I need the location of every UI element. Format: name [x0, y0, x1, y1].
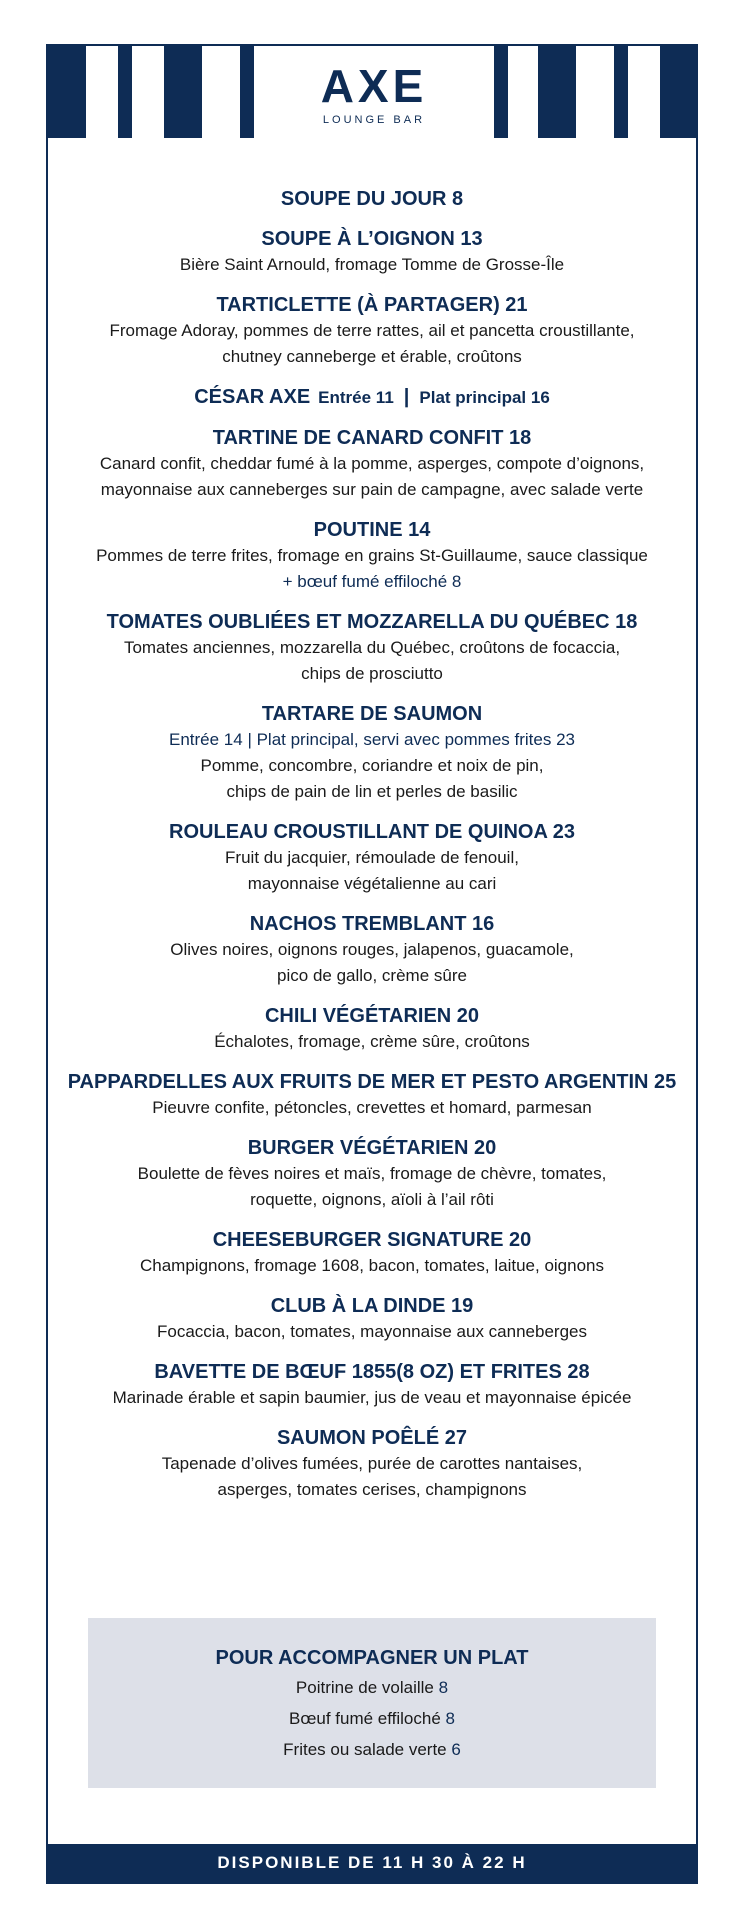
sides-box [88, 1618, 656, 1788]
menu-item [48, 1293, 696, 1345]
menu-item [48, 292, 696, 370]
menu-item [48, 517, 696, 595]
menu-item [48, 226, 696, 278]
menu-item-description: mayonnaise aux canneberges sur pain de campagne, avec salade verte [100, 480, 644, 499]
menu-item-title [48, 1293, 696, 1319]
menu-item-description: Tapenade d’olives fumées, purée de carottes nantaises, [161, 1454, 583, 1473]
menu-item [48, 609, 696, 687]
stripe [240, 46, 254, 138]
menu-item-description: Boulette de fèves noires et maïs, fromage de chèvre, tomates, [137, 1164, 607, 1183]
menu-item-description: Pommes de terre frites, fromage en grains St-Guillaume, sauce classique [96, 546, 648, 565]
menu-item-title [48, 1069, 696, 1095]
side-label: Frites ou salade verte [283, 1740, 447, 1759]
stripe [660, 46, 698, 138]
stripe [494, 46, 508, 138]
menu-item-title [48, 1227, 696, 1253]
menu-item-accent: + bœuf fumé effiloché 8 [282, 572, 462, 591]
menu-item-description: Pieuvre confite, pétoncles, crevettes et homard, parmesan [152, 1098, 592, 1117]
menu-item-title-text: BAVETTE DE BŒUF 1855(8 OZ) ET FRITES 28 [154, 1361, 590, 1383]
side-price: 8 [445, 1709, 456, 1728]
stripe [614, 46, 628, 138]
menu-item-title [48, 425, 696, 451]
menu-item-title-text: SOUPE DU JOUR 8 [280, 188, 464, 210]
menu-item-description: mayonnaise végétalienne au cari [247, 874, 497, 893]
menu-item-description: Olives noires, oignons rouges, jalapenos, guacamole, [170, 940, 574, 959]
menu-item-title-text: SOUPE À L’OIGNON 13 [261, 228, 483, 250]
stripe [118, 46, 132, 138]
menu-item-description: Champignons, fromage 1608, bacon, tomates, laitue, oignons [139, 1256, 604, 1275]
menu-item-title [48, 911, 696, 937]
side-label: Bœuf fumé effiloché [288, 1709, 441, 1728]
menu-item-description: pico de gallo, crème sûre [277, 966, 467, 985]
menu-item-description: Canard confit, cheddar fumé à la pomme, asperges, compote d’oignons, [99, 454, 645, 473]
menu-item-accent: Entrée 14 | Plat principal, servi avec pommes frites 23 [169, 730, 575, 749]
price-separator: | [403, 386, 410, 408]
menu-item-title [48, 384, 696, 411]
logo-subtitle: LOUNGE BAR [322, 114, 426, 126]
menu-item-title [48, 609, 696, 635]
menu-item-title-text: TOMATES OUBLIÉES ET MOZZARELLA DU QUÉBEC 18 [106, 611, 638, 633]
menu-item-title-text: CHILI VÉGÉTARIEN 20 [264, 1005, 480, 1027]
menu-item-description: chips de prosciutto [301, 664, 443, 683]
menu-item-title-text: PAPPARDELLES AUX FRUITS DE MER ET PESTO ARGENTIN 25 [67, 1071, 677, 1093]
menu-item [48, 1227, 696, 1279]
menu-item-title-text: NACHOS TREMBLANT 16 [249, 913, 495, 935]
menu-item-title [48, 517, 696, 543]
menu-item-description: Tomates anciennes, mozzarella du Québec, croûtons de focaccia, [123, 638, 621, 657]
menu-item [48, 425, 696, 503]
menu-item [48, 1069, 696, 1121]
menu-item-title [48, 226, 696, 252]
menu-item-title [48, 292, 696, 318]
menu-item [48, 1135, 696, 1213]
menu-item-title [48, 1425, 696, 1451]
menu-item [48, 1359, 696, 1411]
price-option: Plat principal 16 [419, 388, 550, 407]
side-line [88, 1703, 656, 1734]
logo [274, 46, 474, 146]
menu-item-title-text: TARTARE DE SAUMON [261, 703, 483, 725]
menu-item-title-text: CHEESEBURGER SIGNATURE 20 [212, 1229, 532, 1251]
availability-footer: DISPONIBLE DE 11 H 30 À 22 H [48, 1844, 696, 1882]
menu-item-title-text: ROULEAU CROUSTILLANT DE QUINOA 23 [169, 821, 575, 843]
menu-item-title [48, 819, 696, 845]
side-price: 6 [451, 1740, 461, 1759]
menu-item-title-text: CÉSAR AXE [194, 386, 311, 408]
menu-item-description: chips de pain de lin et perles de basilic [226, 782, 518, 801]
menu-item-description: Pomme, concombre, coriandre et noix de pin, [200, 756, 544, 775]
menu-item-description: roquette, oignons, aïoli à l’ail rôti [250, 1190, 494, 1209]
menu-item-description: Bière Saint Arnould, fromage Tomme de Grosse-Île [179, 255, 565, 274]
logo-mark: AXE [320, 60, 428, 112]
menu-item-title-text: SAUMON POÊLÉ 27 [276, 1427, 468, 1449]
menu-item-description: Échalotes, fromage, crème sûre, croûtons [214, 1032, 530, 1051]
side-line [88, 1672, 656, 1703]
menu-item-description: asperges, tomates cerises, champignons [217, 1480, 527, 1499]
menu-item-title [48, 1359, 696, 1385]
menu-item [48, 1425, 696, 1503]
menu-item-title-text: CLUB À LA DINDE 19 [270, 1295, 474, 1317]
menu-item [48, 701, 696, 805]
menu-list [48, 186, 696, 1517]
menu-item-title-text: TARTICLETTE (À PARTAGER) 21 [216, 294, 528, 316]
sides-title: POUR ACCOMPAGNER UN PLAT [215, 1647, 529, 1669]
side-price: 8 [438, 1678, 449, 1697]
menu-item-title-text: POUTINE 14 [313, 519, 431, 541]
menu-item-description: Focaccia, bacon, tomates, mayonnaise aux canneberges [157, 1322, 587, 1341]
menu-item-title-text: TARTINE DE CANARD CONFIT 18 [212, 427, 532, 449]
stripe [164, 46, 202, 138]
price-option: Entrée 11 [318, 388, 394, 407]
menu-item [48, 384, 696, 411]
side-line [88, 1734, 656, 1765]
menu-item-title [48, 701, 696, 727]
menu-item-description: Fruit du jacquier, rémoulade de fenouil, [225, 848, 519, 867]
menu-item-description: Marinade érable et sapin baumier, jus de veau et mayonnaise épicée [112, 1388, 632, 1407]
menu-frame [46, 44, 698, 1884]
menu-item-title [48, 186, 696, 212]
side-label: Poitrine de volaille [295, 1678, 434, 1697]
menu-item-title-text: BURGER VÉGÉTARIEN 20 [247, 1137, 497, 1159]
menu-item-title [48, 1003, 696, 1029]
stripe [538, 46, 576, 138]
menu-item-description: chutney canneberge et érable, croûtons [222, 347, 522, 366]
stripe [48, 46, 86, 138]
menu-item [48, 911, 696, 989]
menu-item [48, 186, 696, 212]
menu-item [48, 1003, 696, 1055]
menu-item-description: Fromage Adoray, pommes de terre rattes, ail et pancetta croustillante, [109, 321, 635, 340]
menu-item-title [48, 1135, 696, 1161]
menu-item [48, 819, 696, 897]
